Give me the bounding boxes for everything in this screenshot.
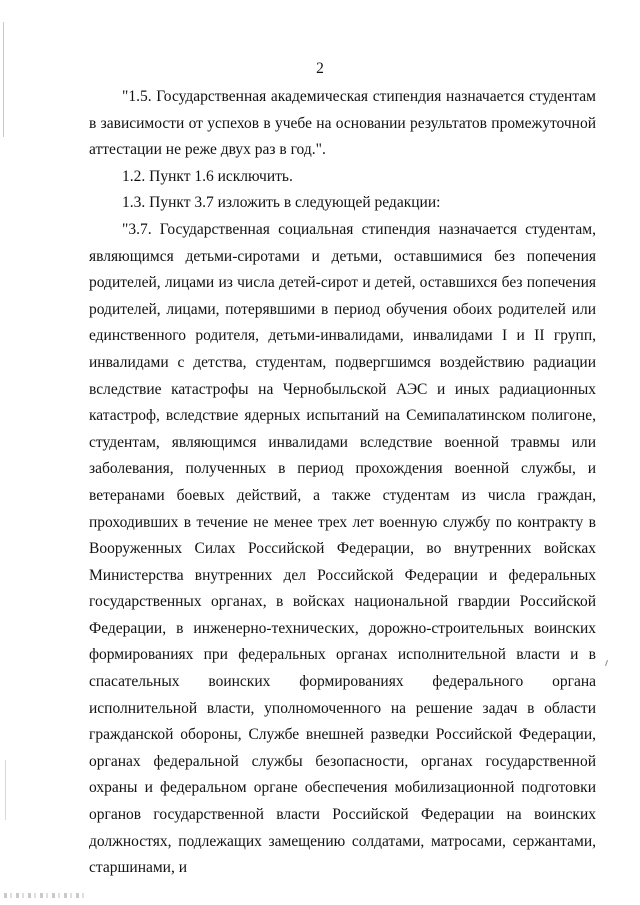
scan-noise-artifact	[4, 893, 84, 898]
paragraph-1-3: 1.3. Пункт 3.7 изложить в следующей редакции:	[122, 194, 441, 212]
paragraph-3-7: "3.7. Государственная социальная стипендия назначается студентам, являющимся детьми-сиротами и детьми, оставшимися без попечения родителей, лицами из числа детей-сирот и детей, оставшихся без попечения родителей, лицами, потерявшими в период обучения обоих родителей или единственного родителя, детьми-инвалидами, инвалидами I и II групп, инвалидами с детства, студентам, подвергшимся воздействию радиации вследствие катастрофы на Чернобыльской АЭС и иных радиационных катастроф, вследствие ядерных испытаний на Семипалатинском полигоне, студентам, являющимся инвалидами вследствие военной травмы или заболевания, полученных в период прохождения военной службы, и ветеранами боевых действий, а также студентам из числа граждан, проходивших в течение не менее трех лет военную службу по контракту в Вооруженных Силах Российской Федерации, во внутренних войсках Министерства внутренних дел Российской Федерации и федеральных государственных органах, в войсках национальной гвардии Российской Федерации, в инженерно-технических, дорожно-строительных воинских формированиях при федеральных органах исполнительной власти и в спасательных воинских формированиях федерального органа исполнительной власти, уполномоченного на решение задач в области гражданской обороны, Службе внешней разведки Российской Федерации, органах федеральной службы безопасности, органах государственной охраны и федеральном органе обеспечения мобилизационной подготовки органов государственной власти Российской Федерации на воинских должностях, подлежащих замещению солдатами, матросами, сержантами, старшинами, и	[89, 220, 596, 877]
paragraph-1-2: 1.2. Пункт 1.6 исключить.	[122, 167, 293, 185]
paragraph-1-5: "1.5. Государственная академическая стипендия назначается студентам в зависимости от успехов в учебе на основании результатов промежуточной аттестации не реже двух раз в год.".	[89, 88, 596, 159]
scan-edge-artifact	[5, 760, 6, 820]
scan-mark-artifact	[605, 660, 608, 666]
page-number: 2	[316, 60, 324, 77]
scan-edge-artifact	[3, 22, 4, 137]
document-body	[89, 84, 596, 882]
